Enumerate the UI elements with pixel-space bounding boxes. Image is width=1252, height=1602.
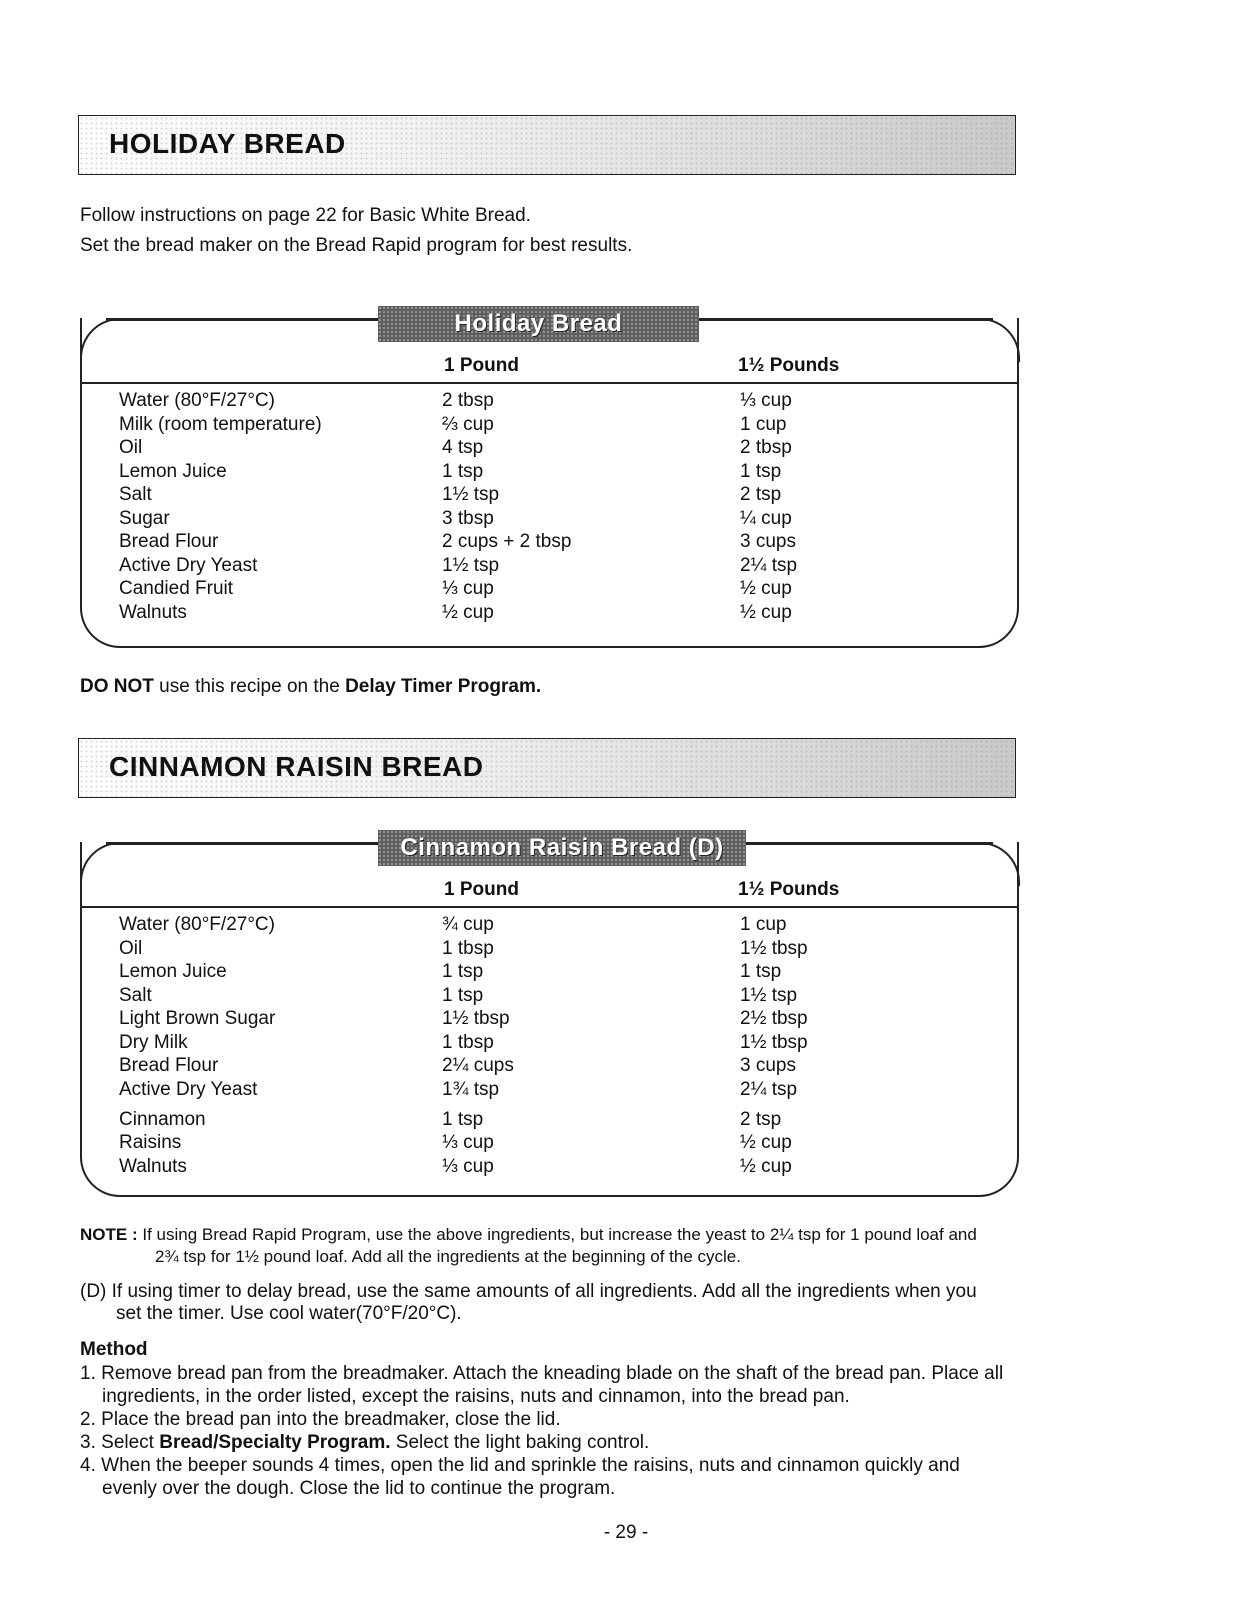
amount-1-5-pounds: 1 tsp	[740, 460, 782, 482]
ingredient-row	[82, 1155, 1017, 1179]
amount-1-5-pounds: 2½ tbsp	[740, 1008, 808, 1029]
column-header-1-pound: 1 Pound	[444, 355, 519, 376]
ingredient-name: Milk (room temperature)	[119, 413, 322, 435]
amount-1-5-pounds: 1 cup	[740, 914, 787, 935]
amount-1-5-pounds: ⅓ cup	[740, 390, 792, 411]
ingredient-name: Dry Milk	[119, 1031, 188, 1053]
amount-1-pound: 1½ tsp	[442, 484, 500, 505]
ingredient-row	[82, 984, 1017, 1008]
ingredient-row	[82, 937, 1017, 961]
amount-1-5-pounds: 1½ tsp	[740, 984, 798, 1006]
ingredient-row	[82, 913, 1017, 937]
amount-1-pound: ⅓ cup	[442, 1155, 494, 1177]
holiday-bread-table	[80, 310, 1019, 648]
amount-1-pound: 1½ tbsp	[442, 1008, 510, 1029]
amount-1-pound: 1½ tsp	[442, 554, 500, 576]
amount-1-5-pounds: 1½ tbsp	[740, 937, 808, 959]
amount-1-pound: 1 tsp	[442, 460, 484, 482]
box-corner	[976, 318, 1020, 362]
amount-1-pound: ⅔ cup	[442, 413, 494, 435]
ingredient-name: Oil	[119, 937, 143, 959]
ingredient-name: Cinnamon	[119, 1108, 206, 1130]
cinnamon-raisin-table	[80, 834, 1019, 1197]
box-top-rule	[106, 842, 402, 845]
ingredient-row	[82, 1108, 1017, 1132]
ingredient-row	[82, 1078, 1017, 1102]
amount-1-5-pounds: 2¼ tsp	[740, 1078, 798, 1100]
column-header-1-pound: 1 Pound	[444, 879, 519, 900]
box-top-rule	[106, 318, 402, 321]
ingredient-name: Bread Flour	[119, 1055, 219, 1076]
warning-program: Delay Timer Program.	[345, 676, 542, 697]
delay-timer-note	[80, 1281, 980, 1325]
amount-1-pound: 2¼ cups	[442, 1055, 514, 1076]
note-label: NOTE :	[80, 1225, 138, 1244]
ingredient-row	[82, 554, 1017, 578]
header-rule	[82, 382, 1017, 384]
holiday-intro-line-2: Set the bread maker on the Bread Rapid program for best results.	[80, 235, 633, 256]
ingredient-name: Lemon Juice	[119, 460, 227, 482]
warning-text: use this recipe on the	[153, 676, 346, 697]
ingredient-name: Salt	[119, 484, 152, 505]
amount-1-5-pounds: 2 tbsp	[740, 437, 792, 458]
ingredient-name: Salt	[119, 984, 152, 1006]
amount-1-5-pounds: ½ cup	[740, 1132, 792, 1153]
ingredient-row	[82, 1031, 1017, 1055]
ingredient-name: Water (80°F/27°C)	[119, 390, 275, 411]
amount-1-pound: 1¾ tsp	[442, 1078, 500, 1100]
amount-1-pound: 1 tsp	[442, 961, 484, 982]
amount-1-5-pounds: ½ cup	[740, 578, 792, 599]
header-rule	[82, 906, 1017, 908]
ingredient-name: Water (80°F/27°C)	[119, 914, 275, 935]
ingredient-name: Candied Fruit	[119, 578, 234, 599]
method-step-4: 4. When the beeper sounds 4 times, open the lid and sprinkle the raisins, nuts and cinnamon quickly and evenly over the dough. Close the lid to continue the program.	[80, 1455, 960, 1499]
ingredient-name: Raisins	[119, 1132, 182, 1153]
ingredient-name: Walnuts	[119, 601, 187, 623]
ingredient-row	[82, 1054, 1017, 1078]
column-header-1-5-pounds: 1½ Pounds	[738, 355, 840, 376]
delay-note-text: (D) If using timer to delay bread, use the same amounts of all ingredients. Add all the ingredients when you set the timer. Use cool water(70°F/20°C).	[80, 1281, 977, 1324]
ingredient-row	[82, 413, 1017, 437]
amount-1-pound: 3 tbsp	[442, 507, 494, 529]
amount-1-5-pounds: 2 tsp	[740, 484, 782, 505]
cinnamon-raisin-banner	[78, 738, 1016, 798]
ingredient-row	[82, 483, 1017, 507]
ingredient-name: Bread Flour	[119, 531, 219, 552]
amount-1-pound: ¾ cup	[442, 914, 494, 935]
amount-1-5-pounds: 1 cup	[740, 413, 787, 435]
ingredient-row	[82, 1007, 1017, 1031]
amount-1-pound: 1 tsp	[442, 1108, 484, 1130]
amount-1-pound: 1 tbsp	[442, 937, 494, 959]
method-heading: Method	[80, 1339, 148, 1360]
method-step-3: 3. Select Bread/Specialty Program. Select the light baking control.	[80, 1432, 650, 1453]
ingredient-row	[82, 460, 1017, 484]
delay-timer-warning	[80, 672, 541, 702]
ingredient-name: Sugar	[119, 507, 170, 529]
box-corner	[80, 318, 124, 362]
ingredient-row	[82, 530, 1017, 554]
amount-1-pound: ⅓ cup	[442, 578, 494, 599]
ingredient-name: Active Dry Yeast	[119, 1078, 258, 1100]
amount-1-pound: ½ cup	[442, 601, 494, 623]
box-corner	[976, 842, 1020, 886]
ingredient-row	[82, 577, 1017, 601]
box-corner	[80, 842, 124, 886]
amount-1-pound: 1 tsp	[442, 984, 484, 1006]
amount-1-5-pounds: ½ cup	[740, 1155, 792, 1177]
method-step-1: 1. Remove bread pan from the breadmaker. Attach the kneading blade on the shaft of the bread pan. Place all ingredients, in the order listed, except the raisins, nuts and cinnamon, into the bread pan.	[80, 1363, 1004, 1407]
amount-1-5-pounds: 3 cups	[740, 1055, 796, 1076]
holiday-bread-table-label: Holiday Bread	[378, 306, 699, 342]
amount-1-pound: 4 tsp	[442, 437, 484, 458]
ingredient-row	[82, 601, 1017, 625]
rapid-program-note	[80, 1224, 1000, 1268]
amount-1-5-pounds: 2 tsp	[740, 1108, 782, 1130]
warning-do-not: DO NOT	[80, 676, 154, 697]
method-step-2: 2. Place the bread pan into the breadmaker, close the lid.	[80, 1409, 561, 1430]
cinnamon-raisin-heading: CINNAMON RAISIN BREAD	[109, 751, 484, 782]
amount-1-pound: 2 tbsp	[442, 390, 494, 411]
box-top-rule	[738, 842, 993, 845]
ingredient-name: Oil	[119, 437, 143, 458]
holiday-bread-heading: HOLIDAY BREAD	[109, 128, 346, 159]
box-top-rule	[693, 318, 993, 321]
holiday-intro	[80, 201, 632, 261]
amount-1-5-pounds: 2¼ tsp	[740, 554, 798, 576]
amount-1-pound: ⅓ cup	[442, 1132, 494, 1153]
ingredient-row	[82, 960, 1017, 984]
ingredient-row	[82, 389, 1017, 413]
amount-1-5-pounds: ¼ cup	[740, 507, 792, 529]
ingredient-row	[82, 1131, 1017, 1155]
ingredient-row	[82, 436, 1017, 460]
holiday-intro-line-1: Follow instructions on page 22 for Basic White Bread.	[80, 205, 531, 226]
amount-1-5-pounds: ½ cup	[740, 601, 792, 623]
amount-1-5-pounds: 1½ tbsp	[740, 1031, 808, 1053]
ingredient-row	[82, 507, 1017, 531]
column-header-1-5-pounds: 1½ Pounds	[738, 879, 840, 900]
note-text: If using Bread Rapid Program, use the above ingredients, but increase the yeast to 2¼ tsp for 1 pound loaf and 2¾ tsp for 1½ pound loaf. Add all the ingredients at the beginning of the cycle.	[142, 1225, 977, 1266]
page-number: - 29 -	[603, 1522, 649, 1543]
amount-1-pound: 2 cups + 2 tbsp	[442, 531, 572, 552]
ingredient-name: Lemon Juice	[119, 961, 227, 982]
amount-1-pound: 1 tbsp	[442, 1031, 494, 1053]
ingredient-name: Light Brown Sugar	[119, 1008, 276, 1029]
holiday-bread-banner	[78, 115, 1016, 175]
cinnamon-raisin-table-label: Cinnamon Raisin Bread (D)	[378, 830, 746, 866]
amount-1-5-pounds: 3 cups	[740, 531, 796, 552]
ingredient-name: Active Dry Yeast	[119, 554, 258, 576]
ingredient-name: Walnuts	[119, 1155, 187, 1177]
amount-1-5-pounds: 1 tsp	[740, 961, 782, 982]
